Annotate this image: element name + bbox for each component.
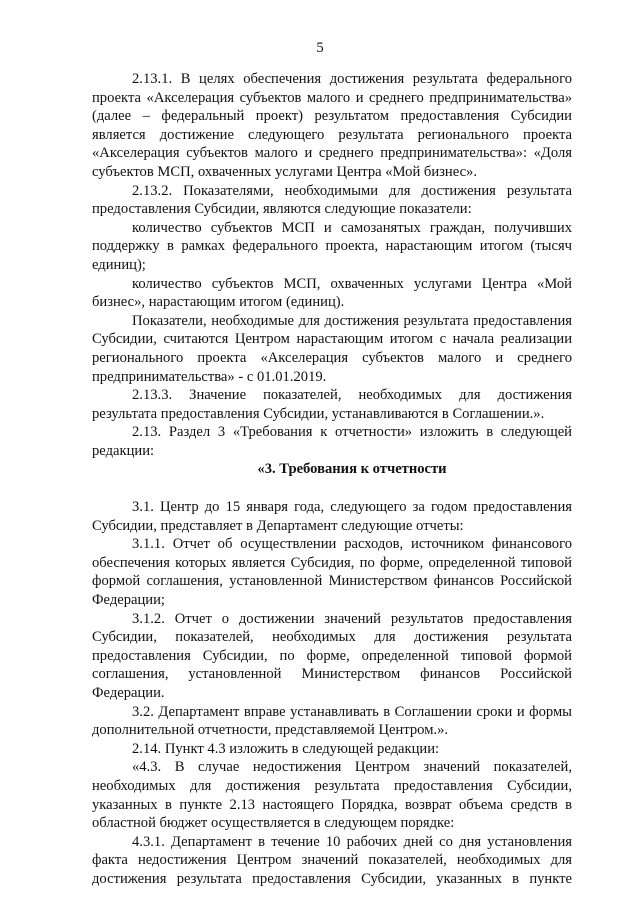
paragraph-2-13-1: 2.13.1. В целях обеспечения достижения результата федерального проекта «Акселерация субъектов малого и среднего предпринимательства» (далее – федеральный проект) результатом предоставления Субсидии является достижение следующего результата регионального проекта «Акселерация субъектов малого и среднего предпринимательства»: «Доля субъектов МСП, охваченных услугами Центра «Мой бизнес». — [92, 71, 572, 180]
paragraph-2-13-3: 2.13.3. Значение показателей, необходимых для достижения результата предоставления Субсидии, устанавливаются в Соглашении.». — [92, 387, 572, 422]
section-heading: «3. Требования к отчетности — [257, 461, 447, 478]
paragraph-indicator-2: количество субъектов МСП, охваченных услугами Центра «Мой бизнес», нарастающим итогом (единиц). — [92, 275, 572, 311]
paragraph-3-1-1: 3.1.1. Отчет об осуществлении расходов, источником финансового обеспечения которых является Субсидия, по форме, определенной типовой формой соглашения, установленной Министерством финансов Российской Федерации; — [92, 536, 572, 609]
paragraph-indicator-1: количество субъектов МСП и самозанятых граждан, получивших поддержку в рамках федерального проекта, нарастающим итогом (тысяч единиц); — [92, 219, 572, 273]
paragraph-3-1-2: 3.1.2. Отчет о достижении значений результатов предоставления Субсидии, показателей, необходимых для достижения результата предоставления Субсидии, по форме, определенной типовой формой соглашения, установленной Министерством финансов Российской Федерации. — [92, 610, 572, 701]
paragraph-indicators-note: Показатели, необходимые для достижения результата предоставления Субсидии, считаются Центром нарастающим итогом с начала реализации регионального проекта «Акселерация субъектов малого и среднего предпринимательства» - с 01.01.2019. — [92, 312, 572, 385]
paragraph-2-14: 2.14. Пункт 4.3 изложить в следующей редакции: — [132, 740, 440, 757]
paragraph-2-13-2: 2.13.2. Показателями, необходимыми для достижения результата предоставления Субсидии, являются следующие показатели: — [92, 182, 572, 218]
paragraph-3-1: 3.1. Центр до 15 января года, следующего за годом предоставления Субсидии, представляет в Департамент следующие отчеты: — [92, 499, 572, 534]
paragraph-4-3: «4.3. В случае недостижения Центром значений показателей, необходимых для достижения результата предоставления Субсидии, указанных в пункте 2.13 настоящего Порядка, возврат объема средств в областной бюджет осуществляется в следующем порядке: — [92, 759, 572, 832]
document-body — [92, 70, 572, 889]
paragraph-2-13: 2.13. Раздел 3 «Требования к отчетности» изложить в следующей редакции: — [92, 424, 572, 459]
spacer — [92, 479, 572, 498]
paragraph-3-2: 3.2. Департамент вправе устанавливать в Соглашении сроки и формы дополнительной отчетности, представляемой Центром.». — [92, 703, 572, 739]
paragraph-4-3-1: 4.3.1. Департамент в течение 10 рабочих дней со дня установления факта недостижения Центром значений показателей, необходимых для достижения результата предоставления Субсидии, указанных в пункте — [92, 833, 572, 887]
page-number: 5 — [316, 40, 324, 56]
